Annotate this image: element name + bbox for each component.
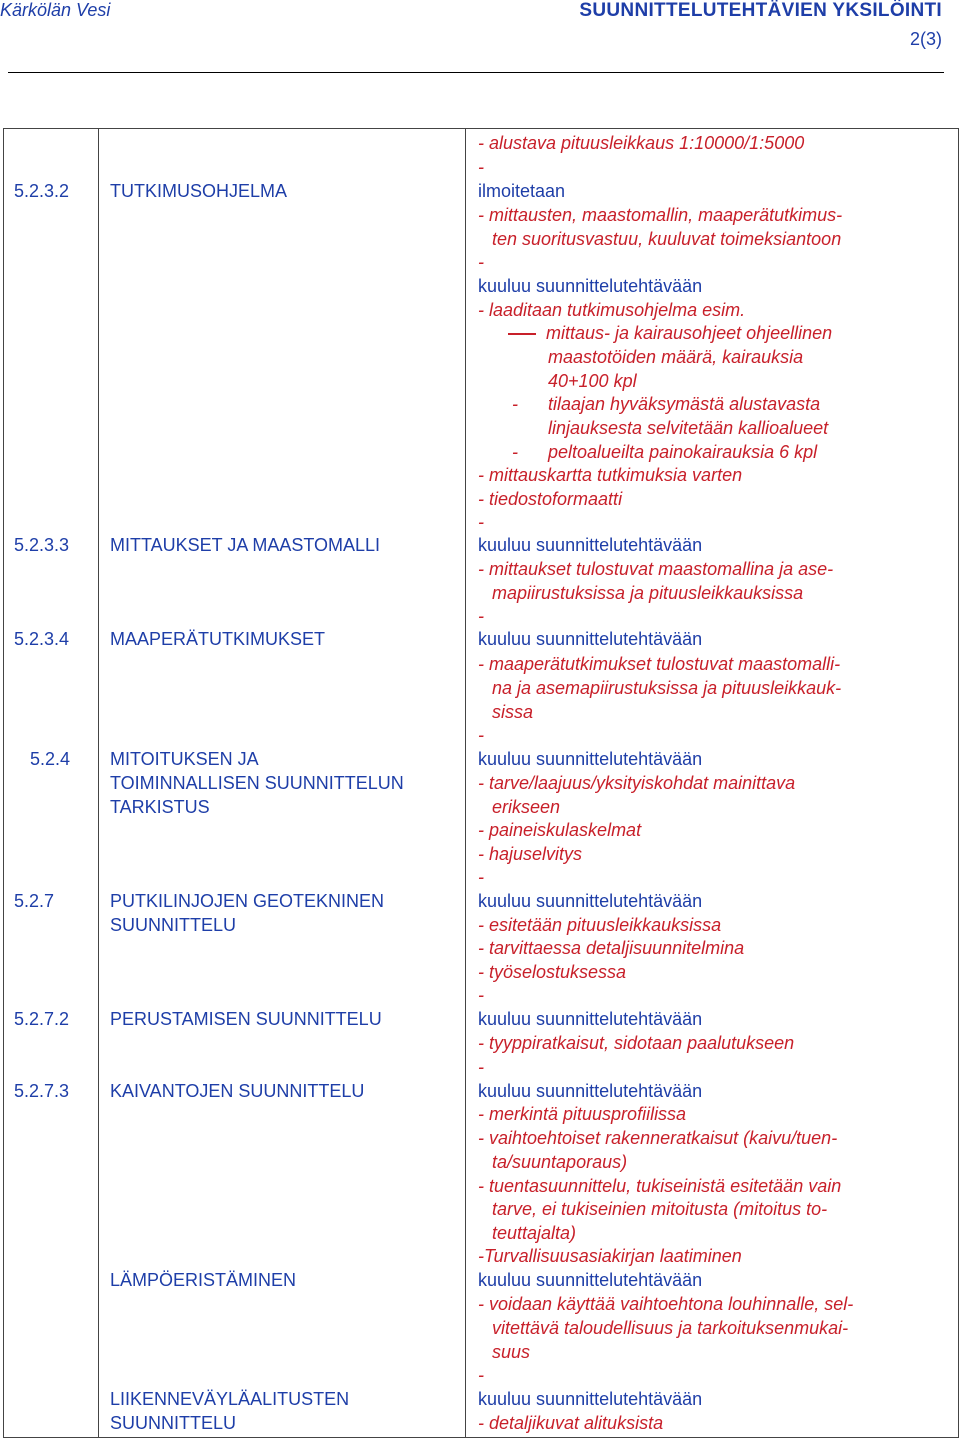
content-line: - työselostuksessa: [478, 962, 627, 982]
content-line: - hajuselvitys: [478, 844, 583, 864]
content-line: peltoalueilta painokairauksia 6 kpl: [548, 442, 818, 462]
header-title: SUUNNITTELUTEHTÄVIEN YKSILÖINTI: [579, 0, 942, 21]
row-number: 5.2.7.3: [14, 1081, 70, 1101]
row-title: MAAPERÄTUTKIMUKSET: [110, 629, 326, 649]
content-line: - mittaukset tulostuvat maastomallina ja ase-: [478, 559, 834, 579]
content-line: suus: [492, 1342, 531, 1362]
row-title: MITOITUKSEN JA: [110, 749, 259, 769]
content-line: ten suoritusvastuu, kuuluvat toimeksiantoon: [492, 229, 842, 249]
content-line: kuuluu suunnittelutehtävään: [478, 1081, 703, 1101]
row-title: LÄMPÖERISTÄMINEN: [110, 1270, 297, 1290]
content-line: kuuluu suunnittelutehtävään: [478, 276, 703, 296]
content-line: -: [478, 1057, 484, 1077]
content-line: linjauksesta selvitetään kallioalueet: [548, 418, 829, 438]
content-line: -: [512, 442, 518, 462]
row-number: 5.2.7: [14, 891, 55, 911]
content-line: ilmoitetaan: [478, 181, 566, 201]
dash-icon: [508, 333, 536, 335]
content-line: -: [478, 725, 484, 745]
content-line: -: [478, 606, 484, 626]
content-line: na ja asemapiirustuksissa ja pituusleikkauk-: [492, 678, 842, 698]
content-line: tilaajan hyväksymästä alustavasta: [548, 394, 821, 414]
row-title: PERUSTAMISEN SUUNNITTELU: [110, 1009, 382, 1029]
header-rule: [8, 72, 944, 73]
content-line: mittaus- ja kairausohjeet ohjeellinen: [508, 322, 832, 346]
content-line: -: [478, 867, 484, 887]
content-line: - tiedostoformaatti: [478, 489, 623, 509]
content-line: kuuluu suunnittelutehtävään: [478, 891, 703, 911]
content-line: ta/suuntaporaus): [492, 1152, 628, 1172]
content-line: -: [478, 157, 484, 177]
content-line: - esitetään pituusleikkauksissa: [478, 915, 722, 935]
num-column: [4, 129, 99, 1438]
content-line: -: [478, 1365, 484, 1385]
content-line: vitettävä taloudellisuus ja tarkoituksenmukai-: [492, 1318, 849, 1338]
content-line: - tarvittaessa detaljisuunnitelmina: [478, 938, 745, 958]
row-title: PUTKILINJOJEN GEOTEKNINEN: [110, 891, 385, 911]
content-line: - merkintä pituusprofiilissa: [478, 1104, 687, 1124]
content-line: - tuentasuunnittelu, tukiseinistä esitetään vain: [478, 1176, 842, 1196]
content-line: kuuluu suunnittelutehtävään: [478, 629, 703, 649]
content-line: kuuluu suunnittelutehtävään: [478, 1389, 703, 1409]
content-line: kuuluu suunnittelutehtävään: [478, 1009, 703, 1029]
content-line: kuuluu suunnittelutehtävään: [478, 1270, 703, 1290]
content-line: mapiirustuksissa ja pituusleikkauksissa: [492, 583, 804, 603]
content-line: - mittausten, maastomallin, maaperätutkimus-: [478, 205, 843, 225]
content-line: - vaihtoehtoiset rakenneratkaisut (kaivu/tuen-: [478, 1128, 838, 1148]
content-line: - maaperätutkimukset tulostuvat maastomalli-: [478, 654, 841, 674]
content-line: maastotöiden määrä, kairauksia: [548, 347, 804, 367]
content-line: - tarve/laajuus/yksityiskohdat mainittava: [478, 773, 796, 793]
content-line: erikseen: [492, 797, 561, 817]
content-line: -: [478, 985, 484, 1005]
row-title: TARKISTUS: [110, 797, 210, 817]
content-line: - laaditaan tutkimusohjelma esim.: [478, 300, 746, 320]
content-line: kuuluu suunnittelutehtävään: [478, 535, 703, 555]
content-line: -: [478, 252, 484, 272]
content-line: - paineiskulaskelmat: [478, 820, 642, 840]
row-number: 5.2.3.4: [14, 629, 70, 649]
content-line: - mittauskartta tutkimuksia varten: [478, 465, 743, 485]
row-title: SUUNNITTELU: [110, 1413, 237, 1433]
content-line: tarve, ei tukiseinien mitoitusta (mitoitus to-: [492, 1199, 828, 1219]
content-line: teuttajalta): [492, 1223, 577, 1243]
row-title: MITTAUKSET JA MAASTOMALLI: [110, 535, 381, 555]
row-number: 5.2.7.2: [14, 1009, 70, 1029]
row-title: SUUNNITTELU: [110, 915, 237, 935]
row-title: TUTKIMUSOHJELMA: [110, 181, 288, 201]
content-line: - alustava pituusleikkaus 1:10000/1:5000: [478, 133, 805, 153]
content-line: -Turvallisuusasiakirjan laatiminen: [478, 1246, 742, 1266]
content-line: sissa: [492, 702, 534, 722]
content-line: - voidaan käyttää vaihtoehtona louhinnalle, sel-: [478, 1294, 854, 1314]
row-number: 5.2.4: [30, 749, 71, 769]
content-line: -: [478, 512, 484, 532]
content-line: 40+100 kpl: [548, 371, 637, 391]
row-number: 5.2.3.2: [14, 181, 70, 201]
row-title: TOIMINNALLISEN SUUNNITTELUN: [110, 773, 404, 793]
row-title: LIIKENNEVÄYLÄALITUSTEN: [110, 1389, 350, 1409]
content-line: - detaljikuvat alituksista: [478, 1413, 664, 1433]
content-line: - tyyppiratkaisut, sidotaan paalutukseen: [478, 1033, 795, 1053]
row-number: 5.2.3.3: [14, 535, 70, 555]
row-title: KAIVANTOJEN SUUNNITTELU: [110, 1081, 365, 1101]
page-number: 2(3): [909, 29, 942, 49]
header-company: Kärkölän Vesi: [0, 0, 111, 20]
content-line: -: [512, 394, 518, 414]
content-line: kuuluu suunnittelutehtävään: [478, 749, 703, 769]
